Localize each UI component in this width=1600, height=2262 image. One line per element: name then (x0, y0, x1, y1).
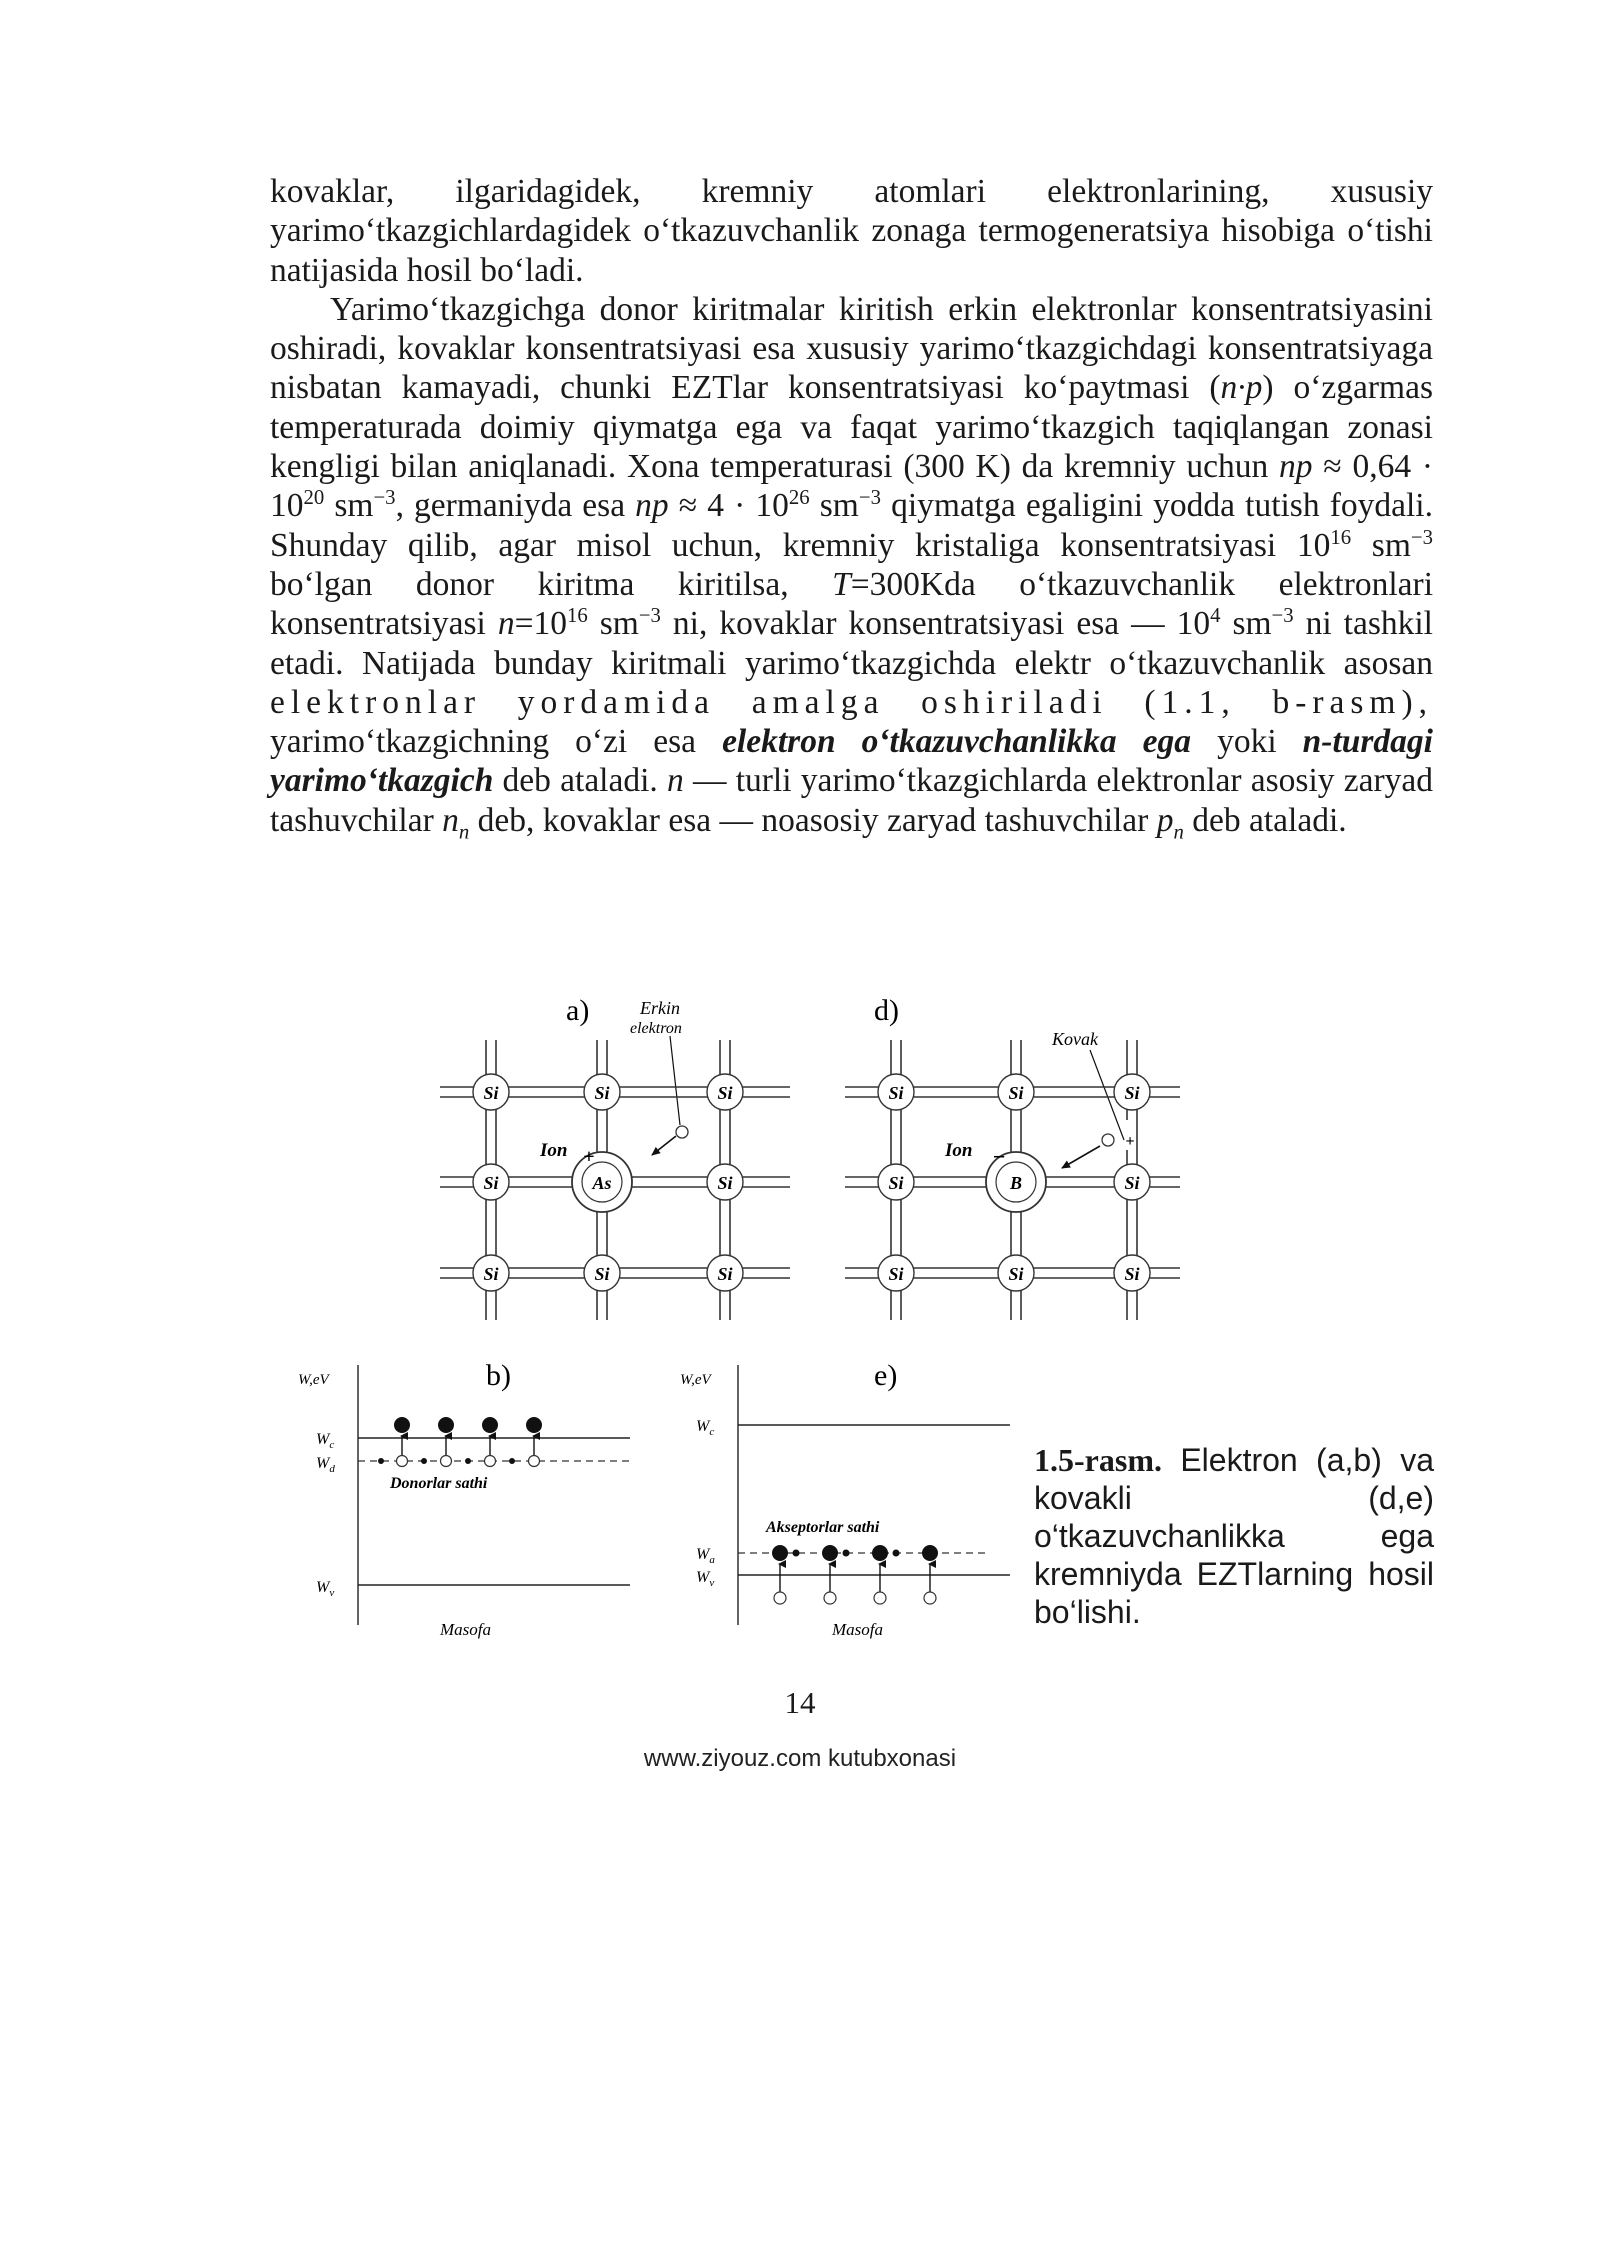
svg-text:Si: Si (717, 1264, 733, 1284)
panel-b-energy-diagram (298, 1359, 630, 1639)
svg-text:Si: Si (1008, 1083, 1024, 1103)
subscript: n (1173, 820, 1184, 844)
exponent: 26 (788, 486, 810, 510)
atom (878, 1164, 914, 1200)
atom (1114, 1074, 1150, 1110)
panel-a-annotation: Erkin (640, 998, 680, 1018)
exponent: 20 (303, 486, 325, 510)
text-run: , germaniyda esa (395, 487, 636, 525)
exponent: 16 (1330, 525, 1352, 549)
formula-n: n (497, 605, 515, 643)
formula-t: T (832, 565, 851, 603)
formula-np: n·p (1220, 369, 1263, 407)
free-electron (676, 1126, 688, 1138)
wc-label: $W_c$ (696, 1418, 715, 1438)
exponent: 16 (567, 604, 588, 628)
atom (878, 1255, 914, 1291)
exponent: −3 (638, 604, 661, 628)
spaced-text: elektronlar yordamida amalga oshiriladi (1.1, b-rasm), (270, 683, 1433, 721)
svg-text:Si: Si (1124, 1083, 1140, 1103)
annotation-pointer (670, 1036, 680, 1125)
panel-e-label: e) (874, 1359, 898, 1392)
caption-number: 1.5-rasm. (1034, 1442, 1162, 1478)
exponent: −3 (1410, 525, 1433, 549)
atom (878, 1074, 914, 1110)
text-run: ≈ 4 · 10 (668, 487, 789, 525)
svg-text:Si: Si (1124, 1264, 1140, 1284)
atom (473, 1164, 509, 1200)
svg-text:B: B (1009, 1173, 1023, 1193)
atom (998, 1255, 1034, 1291)
y-axis-label: W,eV (680, 1372, 711, 1388)
impurity-atom (986, 1144, 1046, 1212)
svg-text:Si: Si (1008, 1264, 1024, 1284)
formula-n: n (667, 762, 684, 800)
text-run: ni, kovaklar konsentratsiyasi esa — 10 (660, 605, 1211, 643)
atom (473, 1074, 509, 1110)
x-axis-label: Masofa (440, 1620, 491, 1639)
acceptor-level-label: Akseptorlar sathi (766, 1519, 880, 1536)
panel-d-annotation: Kovak (1052, 1029, 1098, 1049)
text-run: =300Kda o‘tkazuvchanlik elektronlari konsentratsiyasi (270, 565, 1433, 643)
panel-e-energy-diagram (680, 1359, 1010, 1639)
unit: sm (809, 487, 859, 525)
exponent: −3 (858, 486, 881, 510)
panel-d-lattice (845, 994, 1180, 1320)
svg-text:Si: Si (888, 1083, 904, 1103)
donor-electrons (378, 1417, 542, 1467)
term-highlight: n-turdagi yarimo‘tkazgich (270, 723, 1433, 800)
text-run: bo‘lgan donor kiritma kiritilsa, (270, 565, 833, 603)
exponent: −3 (373, 486, 396, 510)
text-run: yoki (1191, 723, 1303, 761)
hole (1102, 1134, 1114, 1146)
page-number: 14 (784, 1685, 816, 1720)
formula-nn: n (442, 801, 459, 839)
svg-text:Si: Si (717, 1083, 733, 1103)
panel-d-label: d) (874, 994, 899, 1027)
ion-label: Ion (540, 1140, 568, 1161)
text-run: qiymatga egaligini yodda tutish foydali. Shunday qilib, agar misol uchun, kremniy kristaliga konsentratsiyasi 10 (270, 487, 1433, 564)
text-run: ≈ 0,64 · 10 (270, 448, 1433, 525)
atom (707, 1074, 743, 1110)
panel-a-annotation: elektron (630, 1020, 682, 1037)
electron-arrow (652, 1136, 676, 1155)
atom (473, 1255, 509, 1291)
term-highlight: elektron o‘tkazuvchanlikka ega (722, 723, 1192, 761)
panel-a-label: a) (566, 994, 590, 1027)
hole-charge: + (1125, 1133, 1135, 1150)
impurity-atom (572, 1146, 632, 1212)
atom (1114, 1255, 1150, 1291)
wv-label: $W_v$ (316, 1579, 335, 1599)
text-run: ) o‘zgarmas temperaturada doimiy qiymatga ega va faqat yarimo‘tkazgich taqiqlangan zonasi kengligi bilan aniqlanadi. Xona temperaturasi (300 K) da kremniy uchun (270, 369, 1434, 486)
subscript: n (458, 820, 470, 844)
atom (584, 1255, 620, 1291)
svg-text:Si: Si (888, 1264, 904, 1284)
x-axis-label: Masofa (832, 1620, 883, 1639)
donor-level-label: Donorlar sathi (390, 1475, 488, 1492)
text-run: deb ataladi. (1183, 801, 1347, 839)
svg-text:Si: Si (483, 1173, 499, 1193)
svg-text:Si: Si (888, 1173, 904, 1193)
svg-text:+: + (583, 1146, 595, 1168)
text-run: Yarimo‘tkazgichga donor kiritmalar kiritish erkin elektronlar konsentratsiyasini oshiradi, kovaklar konsentratsiyasi esa xususiy yarimo‘tkazgichdagi konsentratsiyaga nisbatan kamayadi, chunki EZTlar konsentratsiyasi ko‘paytmasi ( (270, 290, 1433, 407)
formula-np: np (1279, 448, 1313, 486)
text-run: — turli yarimo‘tkazgichlarda elektronlar asosiy zaryad tashuvchilar (270, 762, 1433, 839)
svg-text:Si: Si (483, 1264, 499, 1284)
figure-caption (1034, 1441, 1434, 1631)
ion-label: Ion (945, 1140, 973, 1161)
wd-label: $W_d$ (316, 1455, 335, 1475)
svg-text:Si: Si (1124, 1173, 1140, 1193)
svg-text:Si: Si (594, 1264, 610, 1284)
formula-np: np (635, 487, 669, 525)
wv-label: $W_v$ (696, 1569, 715, 1589)
svg-text:Si: Si (594, 1083, 610, 1103)
wa-label: $W_a$ (696, 1546, 715, 1566)
svg-text:Si: Si (483, 1083, 499, 1103)
text-run: deb ataladi. (493, 762, 668, 800)
exponent: −3 (1271, 604, 1294, 628)
unit: sm (1220, 605, 1272, 643)
panel-b-label: b) (486, 1359, 511, 1392)
text-run: yarimo‘tkazgichning o‘zi esa (270, 723, 723, 761)
unit: sm (587, 605, 639, 643)
atom (1114, 1164, 1150, 1200)
text-run: =10 (514, 605, 567, 643)
text-run: deb, kovaklar esa — noasosiy zaryad tashuvchilar (469, 801, 1157, 839)
exponent: 4 (1210, 604, 1221, 628)
svg-text:As: As (592, 1173, 612, 1193)
atom (584, 1074, 620, 1110)
paragraph-1: kovaklar, ilgaridagidek, kremniy atomlari elektronlarining, xususiy yarimo‘tkazgichlardagidek o‘tkazuvchanlik zonaga termogeneratsiya hisobiga o‘tishi natijasida hosil bo‘ladi. (270, 173, 1433, 289)
atom (707, 1255, 743, 1291)
hole-arrow (1062, 1146, 1100, 1168)
unit: sm (324, 487, 374, 525)
text-run: ni tashkil etadi. Natijada bunday kiritmali yarimo‘tkazgichda elektr o‘tkazuvchanlik asosan (270, 605, 1433, 682)
atom (707, 1164, 743, 1200)
atom (998, 1074, 1034, 1110)
svg-text:Si: Si (717, 1173, 733, 1193)
unit: sm (1351, 526, 1411, 564)
footer-link: www.ziyouz.com kutubxonasi (643, 1745, 957, 1772)
y-axis-label: W,eV (298, 1372, 329, 1388)
panel-a-lattice (440, 994, 790, 1320)
svg-text:−: − (992, 1144, 1006, 1169)
caption-text: Elektron (a,b) va kovakli (d,e) o‘tkazuvchanlikka ega kremniyda EZTlarning hosil bo‘lishi. (1034, 1442, 1434, 1630)
wc-label: $W_c$ (316, 1431, 335, 1451)
formula-pn: p (1156, 801, 1174, 839)
